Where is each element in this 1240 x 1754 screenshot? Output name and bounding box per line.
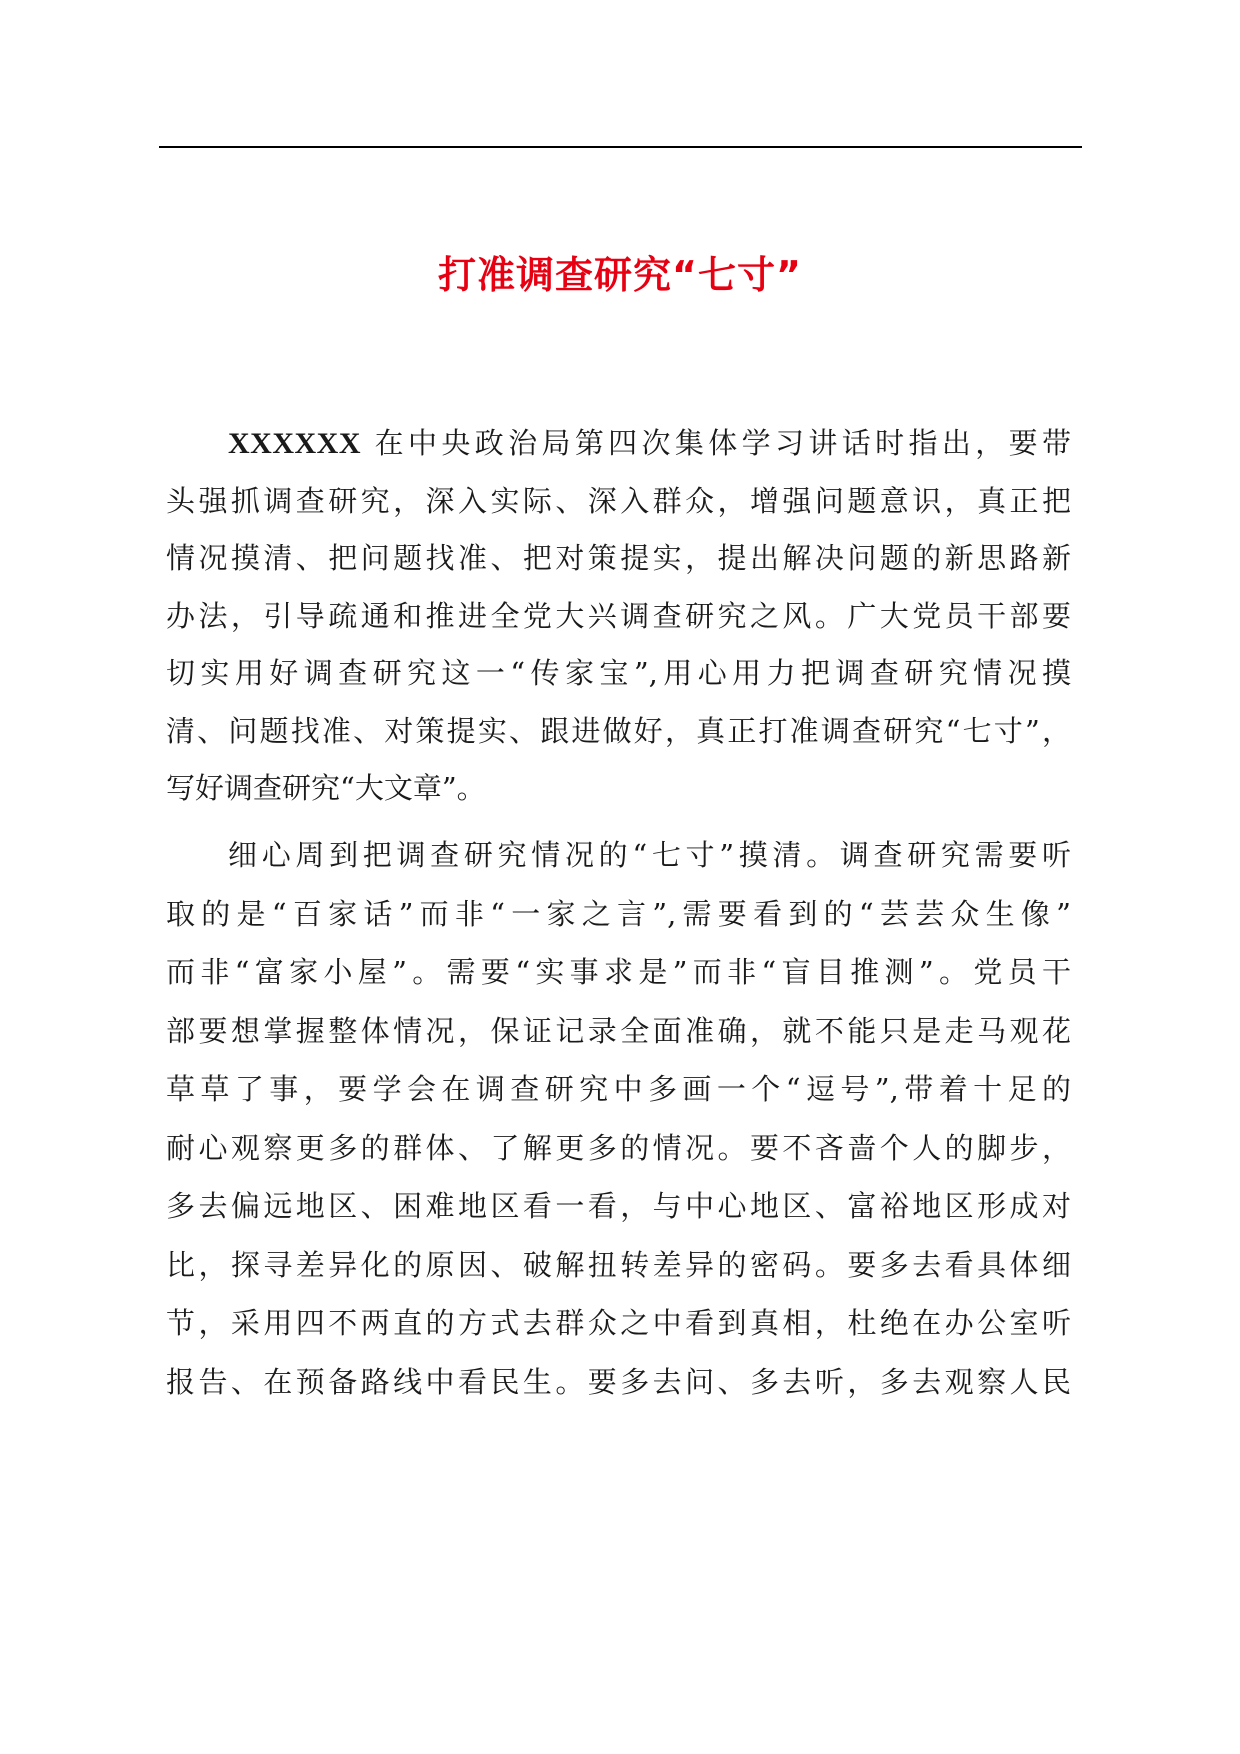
paragraph-line: 而非“富家小屋”。需要“实事求是”而非“盲目推测”。党员干 — [166, 955, 1071, 989]
paragraph-line: 办法，引导疏通和推进全党大兴调查研究之风。广大党员干部要 — [166, 598, 1071, 633]
paragraph-line: 情况摸清、把问题找准、把对策提实，提出解决问题的新思路新 — [166, 541, 1071, 575]
paragraph-2 — [166, 826, 1071, 1411]
paragraph-line: 多去偏远地区、困难地区看一看，与中心地区、富裕地区形成对 — [166, 1189, 1071, 1223]
paragraph-line: 耐心观察更多的群体、了解更多的情况。要不吝啬个人的脚步， — [166, 1130, 1071, 1165]
paragraph-line: 取的是“百家话”而非“一家之言”,需要看到的“芸芸众生像” — [166, 896, 1071, 931]
paragraph-line: 节，采用四不两直的方式去群众之中看到真相，杜绝在办公室听 — [166, 1306, 1071, 1340]
redacted-name: XXXXXX — [228, 427, 361, 460]
paragraph-line: 比，探寻差异化的原因、破解扭转差异的密码。要多去看具体细 — [166, 1247, 1071, 1282]
paragraph-line: 头强抓调查研究，深入实际、深入群众，增强问题意识，真正把 — [166, 483, 1071, 518]
paragraph-line: 部要想掌握整体情况，保证记录全面准确，就不能只是走马观花 — [166, 1013, 1071, 1048]
paragraph-1 — [166, 415, 1071, 818]
paragraph-line: 清、问题找准、对策提实、跟进做好，真正打准调查研究“七寸”， — [166, 713, 1071, 748]
paragraph-line: 报告、在预备路线中看民生。要多去问、多去听，多去观察人民 — [166, 1364, 1071, 1399]
paragraph-line-text: 在中央政治局第四次集体学习讲话时指出，要带 — [374, 426, 1071, 460]
document-title: 打准调查研究“七寸” — [438, 253, 802, 297]
header-rule — [159, 146, 1082, 148]
paragraph-line: 写好调查研究“大文章”。 — [166, 771, 486, 805]
paragraph-line: 细心周到把调查研究情况的“七寸”摸清。调查研究需要听 — [228, 838, 1071, 872]
paragraph-line: 草草了事，要学会在调查研究中多画一个“逗号”,带着十足的 — [166, 1072, 1071, 1106]
paragraph-line — [166, 415, 1071, 473]
paragraph-line: 切实用好调查研究这一“传家宝”,用心用力把调查研究情况摸 — [166, 656, 1071, 690]
